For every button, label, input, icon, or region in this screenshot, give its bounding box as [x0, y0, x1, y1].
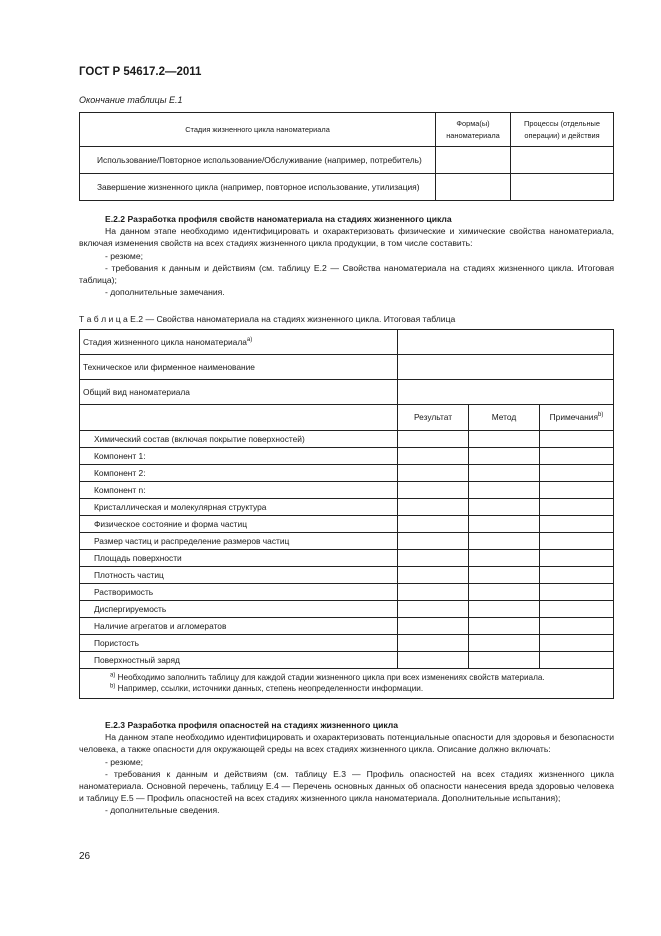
table-continuation-label: Окончание таблицы Е.1 — [79, 95, 183, 105]
cell-empty — [540, 533, 614, 550]
cell-empty — [540, 618, 614, 635]
cell-empty — [469, 533, 540, 550]
notes-text: Примечания — [549, 412, 598, 422]
table-row — [80, 465, 614, 482]
col-header-result: Результат — [398, 405, 469, 431]
label-text: Стадия жизненного цикла наноматериала — [83, 336, 247, 347]
cell-empty — [511, 147, 614, 174]
footnote-mark: b) — [598, 412, 604, 419]
row-label: Завершение жизненного цикла (например, повторное использование, утилизация) — [80, 174, 436, 201]
cell-empty — [540, 482, 614, 499]
cell-empty — [540, 652, 614, 669]
cell-empty — [469, 516, 540, 533]
cell-empty — [540, 516, 614, 533]
cell-empty — [398, 330, 614, 355]
row-label: Общий вид наноматериала — [80, 380, 398, 405]
cell-empty — [398, 499, 469, 516]
cell-empty — [398, 550, 469, 567]
section-title: Е.2.2 Разработка профиля свойств наноматериала на стадиях жизненного цикла — [105, 214, 452, 224]
cell-empty — [398, 635, 469, 652]
property-label: Компонент 2: — [80, 465, 398, 482]
cell-empty — [398, 533, 469, 550]
cell-empty — [540, 567, 614, 584]
property-label: Пористость — [80, 635, 398, 652]
table-row — [80, 601, 614, 618]
property-label: Диспергируемость — [80, 601, 398, 618]
footnote-mark: b) — [110, 683, 116, 690]
table-row — [80, 652, 614, 669]
cell-empty — [469, 550, 540, 567]
list-item: - резюме; — [105, 250, 143, 261]
table-footnotes — [80, 669, 614, 699]
section-title: Е.2.3 Разработка профиля опасностей на стадиях жизненного цикла — [105, 720, 399, 730]
cell-empty — [398, 380, 614, 405]
property-label: Размер частиц и распределение размеров частиц — [80, 533, 398, 550]
list-item: - требования к данным и действиям (см. таблицу Е.3 — Профиль опасностей на всех стадиях жизненного цикла наноматериала. Основной перечень, таблицу Е.4 — Перечень основных данных об опасности нанесения вреда здоровью человека и таблицу Е.5 — Профиль опасностей на всех стадиях жизненного цикла наноматериала. Дополнительные испытания); — [79, 768, 614, 804]
cell-empty — [540, 448, 614, 465]
cell-empty — [469, 635, 540, 652]
property-label: Химический состав (включая покрытие поверхностей) — [80, 431, 398, 448]
cell-empty — [469, 601, 540, 618]
list-item: - дополнительные замечания. — [105, 287, 225, 298]
table-row — [80, 482, 614, 499]
cell-empty — [398, 516, 469, 533]
property-label: Плотность частиц — [80, 567, 398, 584]
cell-empty — [436, 147, 511, 174]
table-e1-end — [79, 112, 614, 201]
cell-empty — [398, 618, 469, 635]
cell-empty — [398, 567, 469, 584]
table-row — [80, 499, 614, 516]
cell-empty — [398, 448, 469, 465]
property-label: Физическое состояние и форма частиц — [80, 516, 398, 533]
cell-empty — [540, 465, 614, 482]
cell-empty — [398, 584, 469, 601]
table-e2 — [79, 329, 614, 699]
row-label — [80, 330, 398, 355]
table-row — [80, 635, 614, 652]
table-row — [80, 550, 614, 567]
property-label: Кристаллическая и молекулярная структура — [80, 499, 398, 516]
section-e23 — [79, 719, 614, 817]
property-label: Компонент n: — [80, 482, 398, 499]
table-row — [80, 448, 614, 465]
paragraph: На данном этапе необходимо идентифицировать и охарактеризовать потенциальные опасности для здоровья и безопасности человека, а также опасности для окружающей среды на всех стадиях жизненного цикла. Описание должно включать: — [79, 732, 614, 755]
cell-empty — [80, 405, 398, 431]
cell-empty — [398, 355, 614, 380]
cell-empty — [469, 431, 540, 448]
property-label: Площадь поверхности — [80, 550, 398, 567]
cell-empty — [540, 584, 614, 601]
table-row — [80, 516, 614, 533]
cell-empty — [540, 601, 614, 618]
footnote-mark: а) — [110, 672, 116, 679]
cell-empty — [469, 584, 540, 601]
row-label: Использование/Повторное использование/Обслуживание (например, потребитель) — [80, 147, 436, 174]
cell-empty — [469, 652, 540, 669]
section-e22 — [79, 213, 614, 298]
table-row — [80, 533, 614, 550]
col-header-process: Процессы (отдельные операции) и действия — [511, 113, 614, 147]
table-row — [80, 567, 614, 584]
cell-empty — [540, 550, 614, 567]
list-item: - требования к данным и действиям (см. таблицу Е.2 — Свойства наноматериала на стадиях жизненного цикла. Итоговая таблица); — [79, 262, 614, 286]
footnote-text: Необходимо заполнить таблицу для каждой стадии жизненного цикла при всех изменениях свойств материала. — [117, 673, 545, 682]
list-item: - дополнительные сведения. — [105, 805, 220, 816]
cell-empty — [540, 499, 614, 516]
col-header-form: Форма(ы) наноматериала — [436, 113, 511, 147]
cell-empty — [469, 482, 540, 499]
cell-empty — [398, 465, 469, 482]
document-header: ГОСТ Р 54617.2—2011 — [79, 66, 202, 78]
col-header-notes — [540, 405, 614, 431]
table-row — [80, 147, 614, 174]
table-row — [80, 431, 614, 448]
cell-empty — [469, 499, 540, 516]
cell-empty — [511, 174, 614, 201]
property-label: Растворимость — [80, 584, 398, 601]
cell-empty — [469, 567, 540, 584]
cell-empty — [398, 652, 469, 669]
cell-empty — [540, 431, 614, 448]
property-label: Компонент 1: — [80, 448, 398, 465]
row-label: Техническое или фирменное наименование — [80, 355, 398, 380]
footnote-text: Например, ссылки, источники данных, степень неопределенности информации. — [117, 684, 424, 693]
table-row — [80, 618, 614, 635]
paragraph: На данном этапе необходимо идентифицировать и охарактеризовать физические и химические свойства наноматериала, включая изменения свойств на всех стадиях жизненного цикла продукции, в том числе составить: — [79, 226, 614, 249]
cell-empty — [436, 174, 511, 201]
cell-empty — [398, 482, 469, 499]
cell-empty — [540, 635, 614, 652]
cell-empty — [469, 448, 540, 465]
footnote-mark: а) — [246, 336, 253, 343]
table-caption: Т а б л и ц а Е.2 — Свойства наноматериала на стадиях жизненного цикла. Итоговая таблица — [79, 314, 456, 324]
footnote-b — [84, 683, 609, 694]
property-label: Наличие агрегатов и агломератов — [80, 618, 398, 635]
cell-empty — [398, 431, 469, 448]
table-row — [80, 584, 614, 601]
col-header-stage: Стадия жизненного цикла наноматериала — [80, 113, 436, 147]
col-header-method: Метод — [469, 405, 540, 431]
cell-empty — [398, 601, 469, 618]
table-row — [80, 174, 614, 201]
property-label: Поверхностный заряд — [80, 652, 398, 669]
list-item: - резюме; — [105, 756, 143, 767]
footnote-a — [84, 672, 609, 683]
page-number: 26 — [79, 851, 91, 862]
cell-empty — [469, 465, 540, 482]
cell-empty — [469, 618, 540, 635]
